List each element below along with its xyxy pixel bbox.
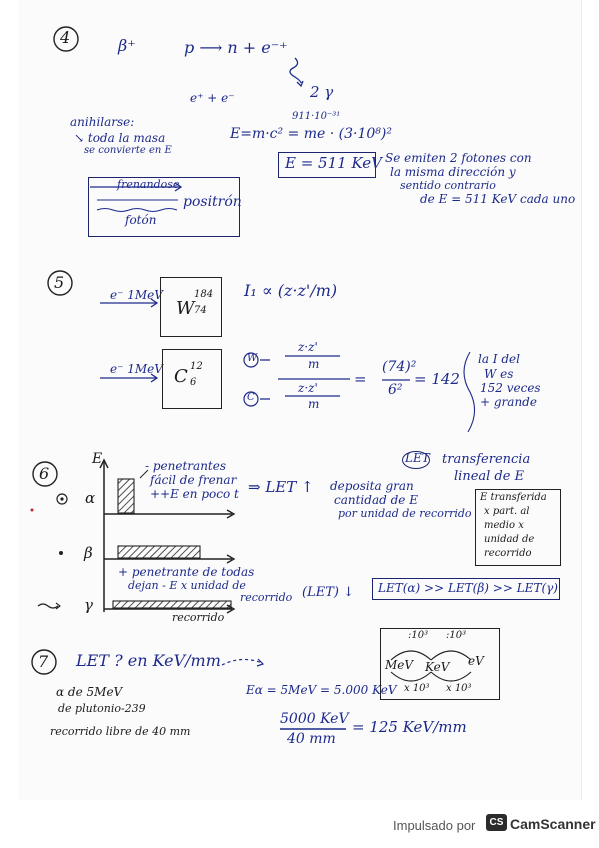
s6-box-line4: unidad de xyxy=(484,534,535,545)
s4-positron-label: positrón xyxy=(183,194,242,210)
s6-box-line2: x part. al xyxy=(484,506,530,517)
s4-wavy-arrow xyxy=(290,58,301,83)
s7-data-line3: recorrido libre de 40 mm xyxy=(50,725,191,738)
s4-annihilate-heading: anihilarse: xyxy=(70,115,135,129)
s6-box-line5: recorrido xyxy=(484,548,532,559)
s7-fraction-numerator: 5000 KeV xyxy=(280,711,349,727)
s5-note-line2: W es xyxy=(484,367,514,381)
s4-mass-energy-equation: E=m·c² = me · (3·10⁸)² xyxy=(230,126,392,142)
s6-let-def-line1: transferencia xyxy=(442,452,531,467)
s7-data-line1: α de 5MeV xyxy=(56,685,123,699)
s5-number: 5 xyxy=(54,273,65,292)
s5-tungsten-z: 74 xyxy=(194,305,207,316)
s4-annihilation-pair: e⁺ + e⁻ xyxy=(190,91,235,105)
s7-question: LET ? en KeV/mm xyxy=(76,651,221,670)
s6-alpha-note2: fácil de frenar xyxy=(150,473,237,487)
s6-let-def-line2: lineal de E xyxy=(454,469,525,484)
s7-conv-mev: MeV xyxy=(385,658,414,672)
s6-deposit-line3: por unidad de recorrido xyxy=(338,507,472,520)
s4-emission-line3: sentido contrario xyxy=(400,179,496,192)
s4-gamma-label: 2 γ xyxy=(310,83,334,101)
s7-conv-kev: KeV xyxy=(425,660,450,674)
s6-deposit-line2: cantidad de E xyxy=(334,493,418,507)
s6-beta-particle-icon xyxy=(59,551,63,555)
s6-gamma-note3: recorrido xyxy=(240,591,293,604)
s7-number: 7 xyxy=(38,652,49,671)
s5-w-mark-label: W xyxy=(247,353,258,364)
s5-carbon-symbol: C xyxy=(174,366,188,387)
s5-c-mark-label: C xyxy=(247,392,255,403)
s5-carbon-z: 6 xyxy=(190,377,197,388)
s4-annihilate-line2: ↘ toda la masa xyxy=(74,131,166,145)
s5-num-top: z·z' xyxy=(298,340,318,354)
s6-box-line3: medio x xyxy=(484,520,524,531)
s5-carbon-mass: 12 xyxy=(190,361,203,372)
s5-tungsten-mass: 184 xyxy=(194,289,214,300)
s7-conv-ev: eV xyxy=(468,654,484,668)
s5-equals: = xyxy=(354,370,367,388)
s4-decay-equation: p ⟶ n + e⁻⁺ xyxy=(184,38,288,57)
s4-photon-label: fotón xyxy=(125,213,157,227)
s4-annihilate-line3: se convierte en E xyxy=(84,145,172,156)
s6-gamma-bar xyxy=(113,601,231,608)
s4-beta-label: β⁺ xyxy=(118,36,136,55)
s5-tungsten-symbol: W xyxy=(176,298,195,319)
s4-energy-value: E = 511 KeV xyxy=(285,154,382,172)
footer-powered-by: Impulsado por xyxy=(393,818,476,833)
s6-gamma-wave-icon xyxy=(38,604,58,608)
s4-electron-mass: 911·10⁻³¹ xyxy=(292,111,341,122)
s6-energy-axis-label: E xyxy=(92,451,103,467)
s5-ratio-denominator: 6² xyxy=(388,382,403,398)
s5-electron-label-1: e⁻ 1MeV xyxy=(110,288,163,302)
camscanner-logo-icon: CS xyxy=(486,814,507,831)
s4-emission-line2: la misma dirección y xyxy=(390,165,516,179)
s6-gamma-label: γ xyxy=(84,596,93,614)
s4-number: 4 xyxy=(60,28,71,47)
s7-data-line2: de plutonio-239 xyxy=(58,702,146,715)
s6-alpha-bar xyxy=(118,479,134,513)
s7-conv-mul1: x 10³ xyxy=(404,683,430,694)
s5-note-line1: la I del xyxy=(478,352,520,366)
s6-beta-label: β xyxy=(84,544,93,562)
s6-deposit-line1: deposita gran xyxy=(330,479,414,493)
s6-beta-bar xyxy=(118,546,200,558)
s4-braking-label: frenandose xyxy=(117,178,180,191)
s7-energy-conversion: Eα = 5MeV = 5.000 KeV xyxy=(246,683,397,697)
s6-number: 6 xyxy=(39,464,50,483)
s5-intensity-formula: I₁ ∝ (z·z'/m) xyxy=(244,281,338,300)
s5-note-line3: 152 veces xyxy=(480,381,541,395)
s7-conv-div1: :10³ xyxy=(408,630,429,641)
footer-brand: CamScanner xyxy=(510,816,596,832)
s6-let-ranking: LET(α) >> LET(β) >> LET(γ) xyxy=(378,581,558,595)
s6-alpha-note1: - penetrantes xyxy=(145,459,227,473)
s4-emission-line1: Se emiten 2 fotones con xyxy=(385,151,532,165)
s6-gamma-note1: + penetrante de todas xyxy=(118,565,255,579)
s4-emission-line4: de E = 511 KeV cada uno xyxy=(420,192,576,206)
s5-den-bottom: m xyxy=(308,397,320,411)
s5-den-top: m xyxy=(308,357,320,371)
s7-fraction-denominator: 40 mm xyxy=(287,731,336,747)
s7-conv-mul2: x 10³ xyxy=(446,683,472,694)
s6-let-title: LET xyxy=(405,451,430,465)
s5-note-line4: + grande xyxy=(480,395,537,409)
s6-recorrido-label: recorrido xyxy=(172,611,225,624)
s6-gamma-note2: dejan - E x unidad de xyxy=(128,579,246,592)
s6-let-up: ⇒ LET ↑ xyxy=(248,478,314,496)
s7-answer: = 125 KeV/mm xyxy=(352,718,467,736)
s5-electron-label-2: e⁻ 1MeV xyxy=(110,362,163,376)
s6-alpha-label: α xyxy=(85,489,96,507)
s6-box-line1: E transferida xyxy=(480,492,547,503)
s6-alpha-note3: ++E en poco t xyxy=(150,487,239,501)
s6-let-down: (LET) ↓ xyxy=(302,585,354,600)
s5-ratio-result: = 142 xyxy=(414,370,460,388)
s7-conv-div2: :10³ xyxy=(446,630,467,641)
s5-num-bottom: z·z' xyxy=(298,381,318,395)
s5-ratio-numerator: (74)² xyxy=(382,359,417,375)
